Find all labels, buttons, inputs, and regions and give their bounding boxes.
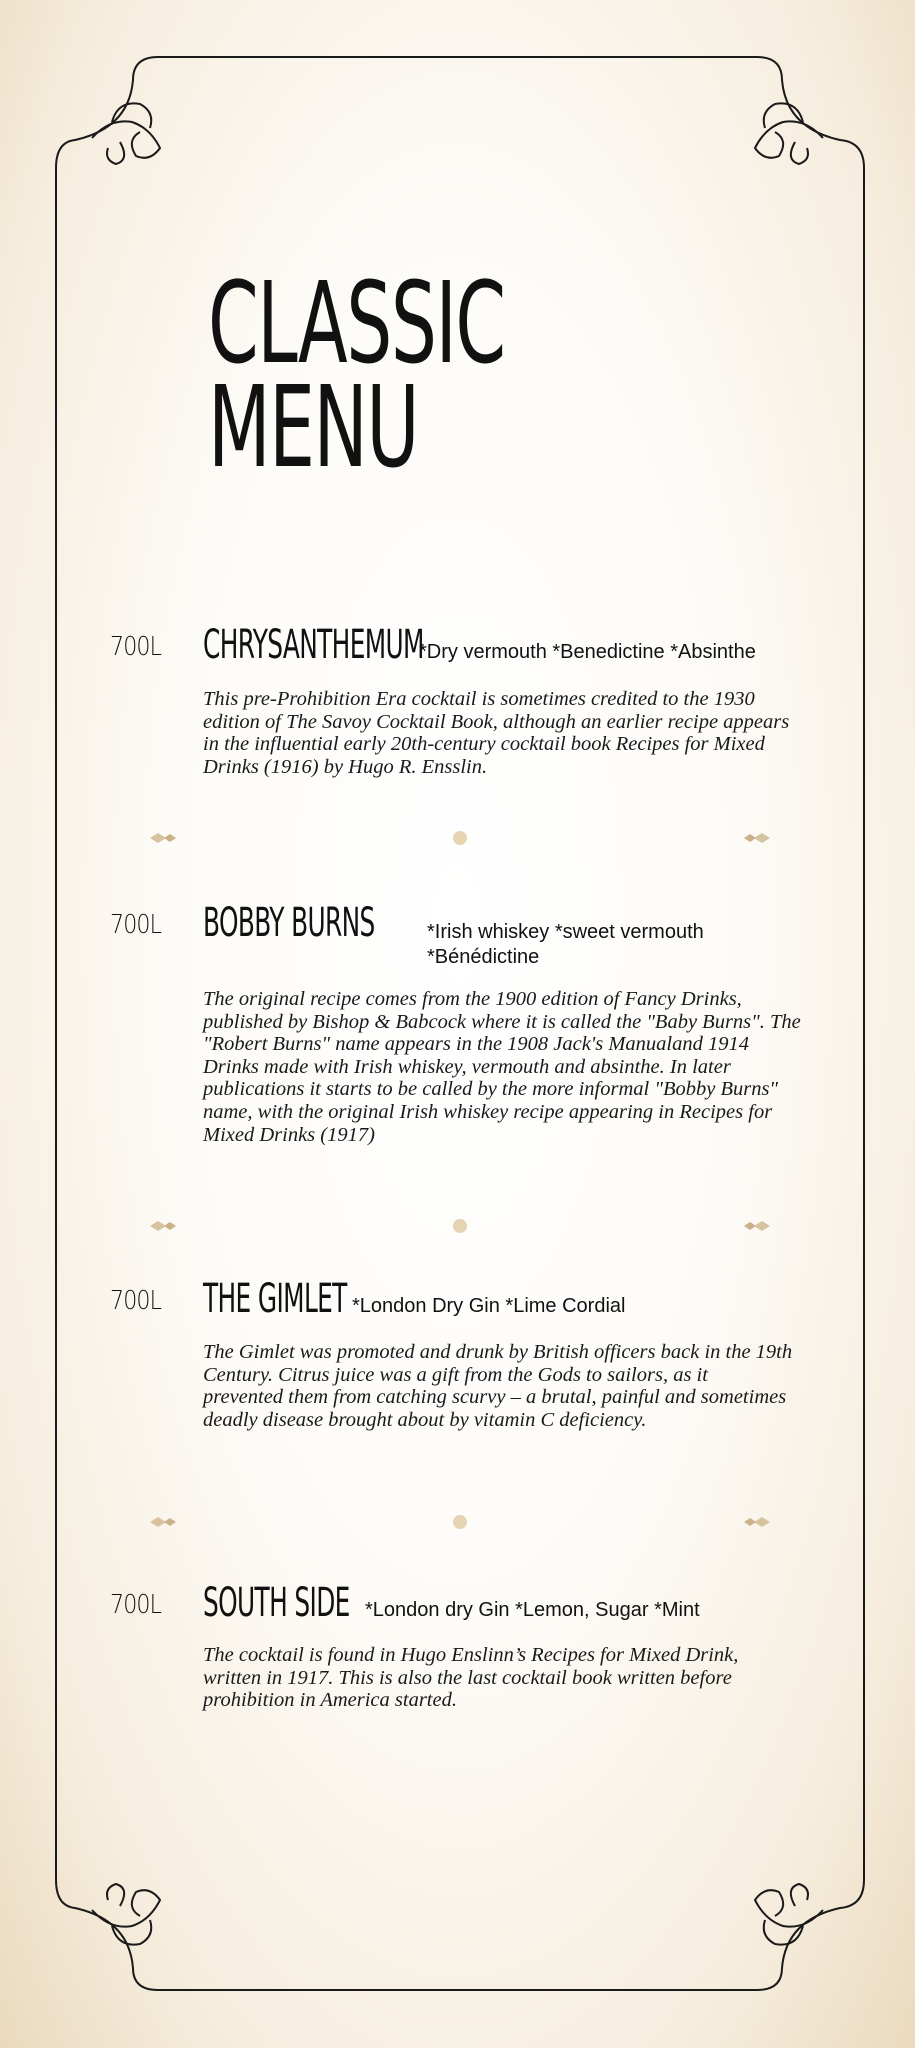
item-price: 700L [110, 910, 162, 940]
corner-ornament-top-right [755, 103, 823, 164]
item-ingredients: *Dry vermouth *Benedictine *Absinthe [419, 641, 756, 663]
corner-ornament-bottom-left [92, 1884, 160, 1945]
divider [150, 1214, 770, 1238]
menu-title-line2: MENU [208, 363, 419, 493]
corner-ornament-top-left [92, 103, 160, 164]
item-description: The cocktail is found in Hugo Enslinn’s Recipes for Mixed Drink, written in 1917. This is also the last cocktail book written before prohibition in America started. [203, 1644, 739, 1712]
item-price: 700L [110, 1590, 162, 1620]
item-ingredients-line1: *Irish whiskey *sweet vermouth [427, 921, 704, 943]
item-name: THE GIMLET [203, 1276, 347, 1322]
item-name: SOUTH SIDE [203, 1580, 350, 1626]
menu-title-line1: CLASSIC [208, 259, 505, 389]
item-description: This pre-Prohibition Era cocktail is sometimes credited to the 1930 edition of The Savoy Cocktail Book, although an earlier recipe appears in the influential early 20th-century cocktail book Recipes for Mixed Drinks (1916) by Hugo R. Ensslin. [203, 688, 790, 778]
item-description: The Gimlet was promoted and drunk by British officers back in the 19th Century. Citrus juice was a gift from the Gods to sailors, as it prevented them from catching scurvy – a brutal, painful and sometimes deadly disease brought about by vitamin C deficiency. [203, 1341, 793, 1431]
item-ingredients: *London Dry Gin *Lime Cordial [352, 1295, 626, 1317]
item-ingredients: *London dry Gin *Lemon, Sugar *Mint [365, 1599, 700, 1621]
corner-ornament-bottom-right [755, 1884, 823, 1945]
item-ingredients-line2: *Bénédictine [427, 946, 540, 968]
divider [150, 1510, 770, 1534]
item-price: 700L [110, 1286, 162, 1316]
item-price: 700L [110, 632, 162, 662]
divider [150, 826, 770, 850]
item-name: CHRYSANTHEMUM [203, 622, 424, 668]
item-description: The original recipe comes from the 1900 edition of Fancy Drinks, published by Bishop & Babcock where it is called the "Baby Burns". The "Robert Burns" name appears in the 1908 Jack's Manualand 1914 Drinks made with Irish whiskey, vermouth and absinthe. In later publications it starts to be called by the more informal "Bobby Burns" name, with the original Irish whiskey recipe appearing in Recipes for Mixed Drinks (1917) [203, 988, 801, 1146]
item-name: BOBBY BURNS [203, 900, 375, 946]
